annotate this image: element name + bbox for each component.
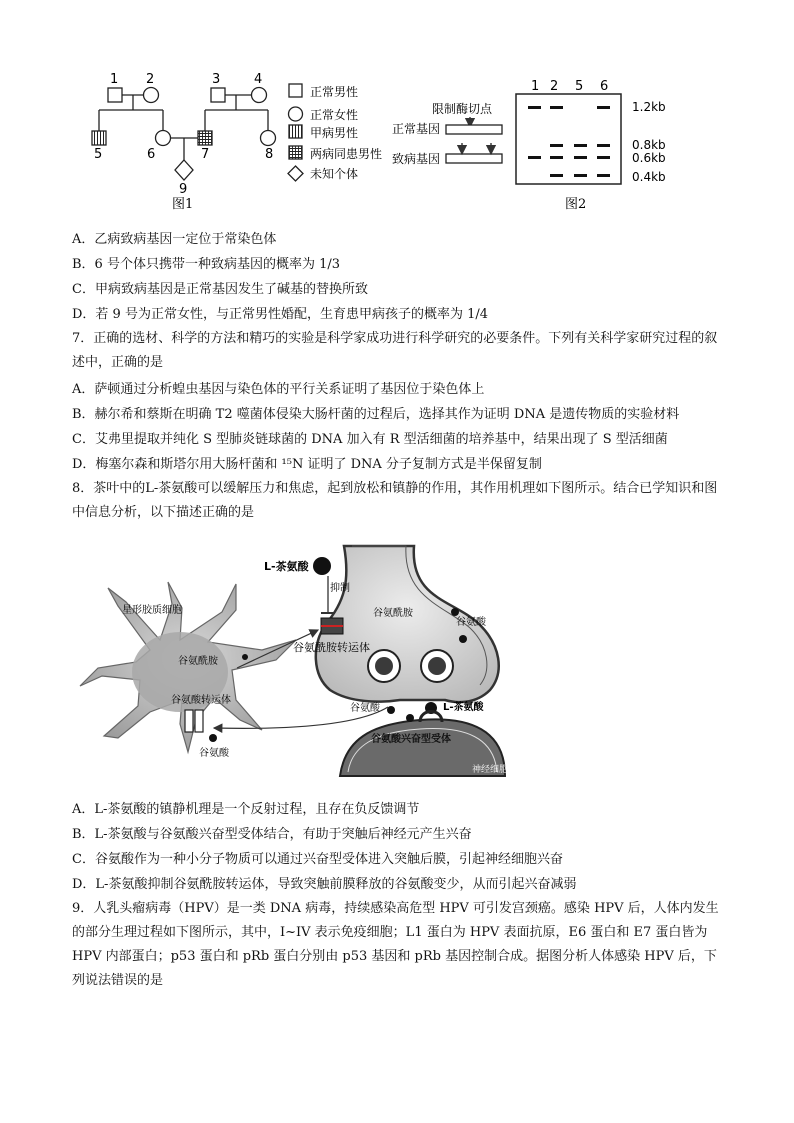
normal-gene-label: 正常基因 [392, 122, 441, 136]
label-glutamate-transporter: 谷氨酸转运体 [171, 695, 231, 706]
pedigree-figure [92, 72, 382, 212]
pedigree-id-7: 7 [201, 147, 210, 162]
label-glutamine-terminal: 谷氨酰胺 [373, 608, 413, 619]
individual-2 [144, 88, 159, 103]
legend-unknown-icon [288, 166, 303, 181]
q7-option-b: B．赫尔希和蔡斯在明确 T2 噬菌体侵染大肠杆菌的过程后，选择其作为证明 DNA 是遗传物质的实验材料 [72, 407, 680, 422]
label-theanine-cleft: L-茶氨酸 [443, 702, 484, 713]
legend-normal-female: 正常女性 [310, 108, 359, 122]
q6-option-c: C．甲病致病基因是正常基因发生了碱基的替换所致 [72, 282, 368, 297]
band-lane2-0.8kb [550, 144, 563, 147]
label-neuron: 神经细胞 [472, 765, 509, 775]
pedigree-id-6: 6 [147, 147, 156, 162]
q7-option-a: A．萨顿通过分析蝗虫基因与染色体的平行关系证明了基因位于染色体上 [72, 382, 485, 397]
individual-6 [156, 131, 171, 146]
band-lane5-0.6kb [574, 156, 587, 159]
pedigree-id-5: 5 [94, 147, 103, 162]
label-astrocyte: 星形胶质细胞 [122, 605, 182, 616]
pedigree-id-4: 4 [254, 72, 263, 87]
lane-label-5: 5 [575, 79, 584, 94]
legend-unknown: 未知个体 [310, 167, 359, 181]
band-lane6-0.4kb [597, 174, 610, 177]
q8-option-d: D．L-茶氨酸抑制谷氨酰胺转运体，导致突触前膜释放的谷氨酸变少，从而引起兴奋减弱 [72, 877, 577, 892]
disease-gene-bar [446, 154, 502, 163]
size-0.4kb: 0.4kb [632, 170, 666, 184]
label-receptor: 谷氨酸兴奋型受体 [371, 734, 451, 745]
pedigree-id-1: 1 [110, 72, 119, 87]
individual-7 [198, 131, 212, 145]
pedigree-id-9: 9 [179, 182, 188, 197]
glutamate-dot-astrocyte [209, 734, 217, 742]
legend-disease-a-male-icon [289, 125, 302, 138]
band-lane1-0.6kb [528, 156, 541, 159]
theanine-molecule-top [313, 557, 331, 575]
band-lane1-1.2kb [528, 106, 541, 109]
band-lane6-1.2kb [597, 106, 610, 109]
size-1.2kb: 1.2kb [632, 100, 666, 114]
restriction-site-label: 限制酶切点 [432, 102, 493, 116]
q7-stem: 7．正确的选材、科学的方法和精巧的实验是科学家成功进行科学研究的必要条件。下列有关科学家研究过程的叙述中，正确的是 [72, 331, 718, 370]
glutamine-dot [451, 608, 459, 616]
label-inhibit: 抑制 [330, 583, 350, 594]
normal-gene-bar [446, 125, 502, 134]
pedigree-id-8: 8 [265, 147, 274, 162]
q8-stem: 8．茶叶中的L-茶氨酸可以缓解压力和焦虑，起到放松和镇静的作用，其作用机理如下图所示。结合已学知识和图中信息分析，以下描述正确的是 [72, 481, 718, 520]
band-lane6-0.6kb [597, 156, 610, 159]
size-0.6kb: 0.6kb [632, 151, 666, 165]
q7-option-c: C．艾弗里提取并纯化 S 型肺炎链球菌的 DNA 加入有 R 型活细菌的培养基中，结果出现了 S 型活细菌 [72, 432, 668, 447]
lane-label-2: 2 [550, 79, 559, 94]
band-lane6-0.8kb [597, 144, 610, 147]
glutamate-cleft-dot-2 [406, 714, 414, 722]
legend-both-disease-male: 两病同患男性 [310, 147, 383, 161]
label-glutamate-terminal: 谷氨酸 [456, 617, 486, 628]
synapse-figure [80, 546, 508, 776]
size-0.8kb: 0.8kb [632, 138, 666, 152]
band-lane2-0.6kb [550, 156, 563, 159]
label-glutamate-astrocyte: 谷氨酸 [199, 748, 229, 759]
label-glutamine-transporter: 谷氨酰胺转运体 [293, 641, 370, 654]
q8-option-b: B．L-茶氨酸与谷氨酸兴奋型受体结合，有助于突触后神经元产生兴奋 [72, 827, 472, 842]
electrophoresis-figure [392, 79, 666, 212]
glutamine-dot-astrocyte [242, 654, 248, 660]
q6-option-d: D．若 9 号为正常女性，与正常男性婚配，生育患甲病孩子的概率为 1/4 [72, 307, 489, 322]
disease-gene-label: 致病基因 [392, 152, 441, 166]
label-glutamine-astrocyte: 谷氨酰胺 [178, 656, 218, 667]
band-lane2-0.4kb [550, 174, 563, 177]
label-glutamate-cleft: 谷氨酸 [350, 703, 380, 714]
label-theanine-top: L-茶氨酸 [264, 560, 309, 573]
figure1-caption: 图1 [172, 197, 194, 212]
q6-option-b: B．6 号个体只携带一种致病基因的概率为 1/3 [72, 257, 341, 272]
q6-option-a: A．乙病致病基因一定位于常染色体 [72, 232, 277, 247]
legend-normal-male: 正常男性 [310, 85, 359, 99]
q9-stem: 9．人乳头瘤病毒（HPV）是一类 DNA 病毒，持续感染高危型 HPV 可引发宫颈癌。感染 HPV 后，人体内发生的部分生理过程如下图所示，其中，I~IV 表示免疫细胞；L1 蛋白为 HPV 表面抗原，E6 蛋白和 E7 蛋白皆为 HPV 内部蛋白；p53 蛋白和 pRb 蛋白分别由 p53 基因和 pRb 基因控制合成。据图分析人体感染 HPV 后，下列说法错误的是 [72, 901, 719, 988]
band-lane2-1.2kb [550, 106, 563, 109]
lane-label-1: 1 [531, 79, 540, 94]
pedigree-id-2: 2 [146, 72, 155, 87]
glutamate-cleft-dot-1 [387, 706, 395, 714]
individual-3 [211, 88, 225, 102]
individual-4 [252, 88, 267, 103]
lane-label-6: 6 [600, 79, 609, 94]
legend-both-disease-male-icon [289, 146, 302, 159]
legend-normal-male-icon [289, 84, 302, 97]
glutamate-dot-terminal [459, 635, 467, 643]
pedigree-id-3: 3 [212, 72, 221, 87]
legend-normal-female-icon [289, 107, 303, 121]
q7-option-d: D．梅塞尔森和斯塔尔用大肠杆菌和 ¹⁵N 证明了 DNA 分子复制方式是半保留复制 [72, 457, 542, 472]
legend-disease-a-male: 甲病男性 [310, 126, 359, 140]
glutamate-transporter [185, 710, 193, 732]
individual-9 [175, 160, 193, 180]
band-lane5-0.8kb [574, 144, 587, 147]
figure2-caption: 图2 [565, 197, 587, 212]
individual-8 [261, 131, 276, 146]
individual-1 [108, 88, 122, 102]
q8-option-a: A．L-茶氨酸的镇静机理是一个反射过程，且存在负反馈调节 [72, 802, 420, 817]
band-lane5-0.4kb [574, 174, 587, 177]
q8-option-c: C．谷氨酸作为一种小分子物质可以通过兴奋型受体进入突触后膜，引起神经细胞兴奋 [72, 852, 563, 867]
individual-5 [92, 131, 106, 145]
